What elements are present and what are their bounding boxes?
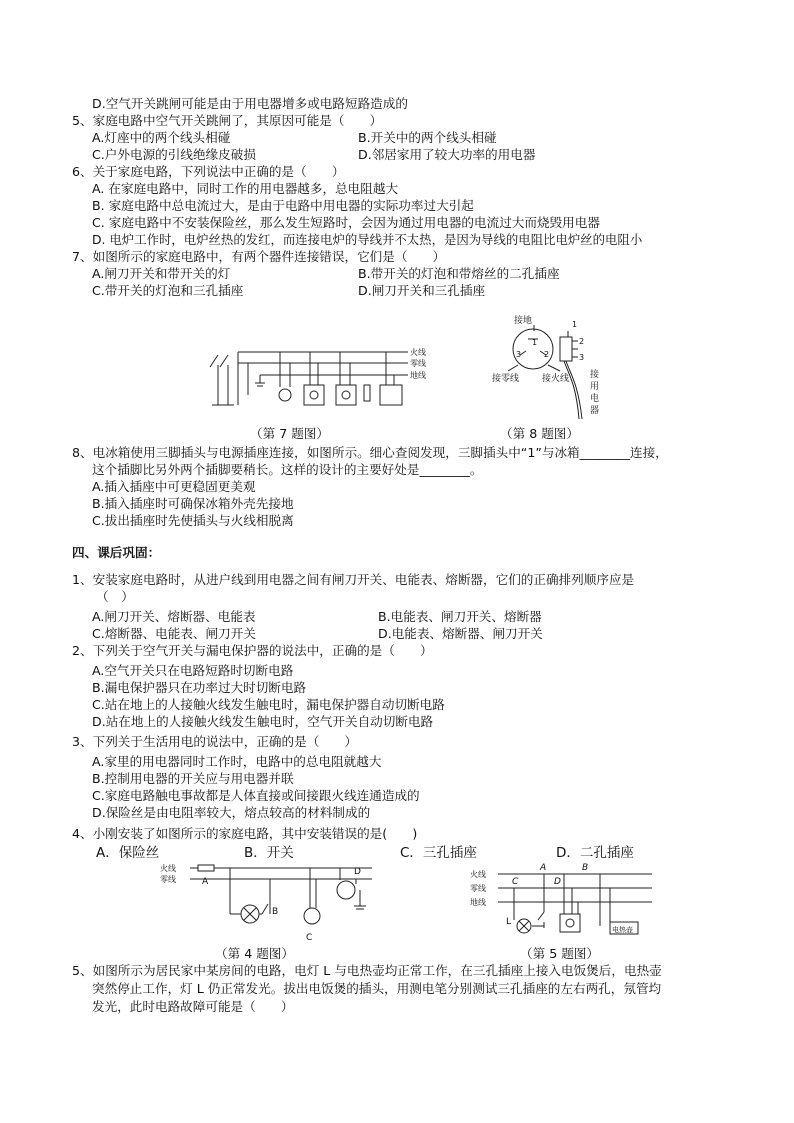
q5-option-a: A.灯座中的两个线头相碰 (92, 130, 231, 145)
s1-paren: （ ） (96, 589, 134, 604)
q7-option-d: D.闸刀开关和三孔插座 (358, 283, 486, 298)
fig4-label-huoxian: 火线 (160, 864, 176, 873)
q7-option-a: A.闸刀开关和带开关的灯 (92, 266, 231, 281)
fig5-caption: （第 5 题图） (520, 946, 599, 961)
s3-option-b: B.控制用电器的开关应与用电器并联 (92, 771, 294, 786)
q8-stem-line2: 这个插脚比另外两个插脚要稍长。这样的设计的主要好处是________。 (92, 462, 483, 477)
q8-option-c: C.拔出插座时先使插头与火线相脱离 (92, 513, 294, 528)
fig7-label-dixian: 地线 (410, 371, 426, 380)
s5-stem-line2: 突然停止工作，灯 L 仍正常发光。拔出电饭煲的插头，用测电笔分别测试三孔插座的左右两孔，氖管均 (92, 981, 662, 996)
q6-option-d: D. 电炉工作时，电炉丝热的发红，而连接电炉的导线并不太热，是因为导线的电阻比电炉丝的电阻小 (92, 232, 643, 247)
q6-option-c: C. 家庭电路中不安装保险丝，那么发生短路时，会因为通过用电器的电流过大而烧毁用电器 (92, 215, 600, 230)
fig8-label-yong1: 接 (590, 370, 600, 380)
fig5-lamp-l: L (506, 917, 512, 927)
fig4-caption: （第 4 题图） (215, 946, 294, 961)
fig8-label-jiehuoxian: 接火线 (542, 374, 570, 384)
s2-option-a: A.空气开关只在电路短路时切断电路 (92, 663, 294, 678)
q5-option-d: D.邻居家用了较大功率的用电器 (358, 147, 536, 162)
s4-option-a: A．保险丝 (96, 845, 160, 861)
q5-option-b: B.开关中的两个线头相碰 (358, 130, 497, 145)
fig8-pin-3: 3 (516, 350, 522, 359)
s1-option-b: B.电能表、闸刀开关、熔断器 (378, 609, 542, 624)
q4-option-d: D.空气开关跳闸可能是由于用电器增多或电路短路造成的 (92, 96, 408, 111)
fig4-point-c: C (306, 933, 313, 942)
s2-option-b: B.漏电保护器只在功率过大时切断电路 (92, 680, 307, 695)
fig4-point-d: D (354, 867, 361, 877)
s3-option-a: A.家里的用电器同时工作时，电路中的总电阻就越大 (92, 754, 382, 769)
s2-stem: 2、下列关于空气开关与漏电保护器的说法中，正确的是（ ） (72, 643, 433, 658)
fig8-label-yong3: 电 (590, 394, 600, 404)
figure-5-circuit (470, 860, 660, 942)
q5-option-c: C.户外电源的引线绝缘皮破损 (92, 147, 256, 162)
fig7-label-lingxian: 零线 (410, 359, 426, 368)
fig8-pin-2: 2 (544, 350, 550, 359)
q7-option-c: C.带开关的灯泡和三孔插座 (92, 283, 244, 298)
s1-option-d: D.电能表、熔断器、闸刀开关 (378, 626, 543, 641)
q6-option-b: B. 家庭电路中总电流过大，是由于电路中用电器的实际功率过大引起 (92, 198, 474, 213)
s4-option-b: B．开关 (244, 845, 294, 861)
s4-option-c: C．三孔插座 (400, 845, 477, 861)
fig8-side-3: 3 (579, 353, 585, 362)
fig5-point-b: B (582, 863, 589, 873)
figure-4-circuit (160, 862, 390, 942)
fig5-point-d: D (554, 877, 561, 887)
q8-option-b: B.插入插座时可确保冰箱外壳先接地 (92, 496, 294, 511)
figure-8-plug (478, 313, 618, 421)
fig8-label-yong2: 用 (590, 382, 600, 392)
fig5-point-c: C (512, 877, 519, 887)
fig8-label-jiedi: 接地 (514, 316, 533, 326)
s2-option-c: C.站在地上的人接触火线发生触电时，漏电保护器自动切断电路 (92, 697, 445, 712)
fig7-caption: （第 7 题图） (250, 426, 329, 441)
figure-7-circuit (200, 345, 432, 415)
s1-option-a: A.闸刀开关、熔断器、电能表 (92, 609, 256, 624)
fig5-point-a: A (540, 863, 547, 873)
s2-option-d: D.站在地上的人接触火线发生触电时，空气开关自动切断电路 (92, 714, 434, 729)
s3-stem: 3、下列关于生活用电的说法中，正确的是（ ） (72, 734, 358, 749)
fig5-label-lingxian: 零线 (470, 884, 486, 893)
q8-option-a: A.插入插座中可更稳固更美观 (92, 479, 256, 494)
q5-stem: 5、家庭电路中空气开关跳闸了，其原因可能是（ ） (72, 113, 383, 128)
q6-option-a: A. 在家庭电路中，同时工作的用电器越多，总电阻越大 (92, 181, 399, 196)
fig8-pin-1: 1 (532, 338, 538, 347)
fig4-point-b: B (272, 907, 279, 917)
s3-option-d: D.保险丝是由电阻率较大，熔点较高的材料制成的 (92, 805, 371, 820)
fig7-label-huoxian: 火线 (410, 348, 426, 357)
fig4-point-a: A (202, 877, 209, 887)
q8-stem-line1: 8、电冰箱使用三脚插头与电源插座连接，如图所示。细心查阅发现，三脚插头中“1”与冰箱________连接， (72, 445, 668, 460)
fig5-label-huoxian: 火线 (470, 870, 486, 879)
fig8-label-jielingxian: 接零线 (492, 374, 520, 384)
fig8-caption: （第 8 题图） (500, 426, 579, 441)
section-heading: 四、课后巩固： (72, 545, 161, 560)
fig5-kettle-label: 电热壶 (612, 926, 633, 934)
fig8-label-yong4: 器 (590, 406, 600, 416)
q7-stem: 7、如图所示的家庭电路中，有两个器件连接错误，它们是（ ） (72, 249, 446, 264)
s5-stem-line3: 发光，此时电路故障可能是（ ） (92, 999, 294, 1014)
q7-option-b: B.带开关的灯泡和带熔丝的二孔插座 (358, 266, 560, 281)
s1-stem: 1、安装家庭电路时，从进户线到用电器之间有闸刀开关、电能表、熔断器，它们的正确排列顺序应是 (72, 572, 635, 587)
q6-stem: 6、关于家庭电路，下列说法中正确的是（ ） (72, 164, 345, 179)
s4-option-d: D．二孔插座 (556, 845, 634, 861)
s3-option-c: C.家庭电路触电事故都是人体直接或间接跟火线连通造成的 (92, 788, 420, 803)
fig4-label-lingxian: 零线 (160, 875, 176, 884)
s1-option-c: C.熔断器、电能表、闸刀开关 (92, 626, 256, 641)
s4-stem: 4、小刚安装了如图所示的家庭电路，其中安装错误的是( ) (72, 826, 418, 841)
fig8-side-1: 1 (572, 320, 578, 329)
s5-stem-line1: 5、如图所示为居民家中某房间的电路，电灯 L 与电热壶均正常工作，在三孔插座上接入电饭煲后，电热壶 (72, 963, 662, 978)
fig5-label-dixian: 地线 (470, 898, 486, 907)
fig8-side-2: 2 (579, 337, 585, 346)
